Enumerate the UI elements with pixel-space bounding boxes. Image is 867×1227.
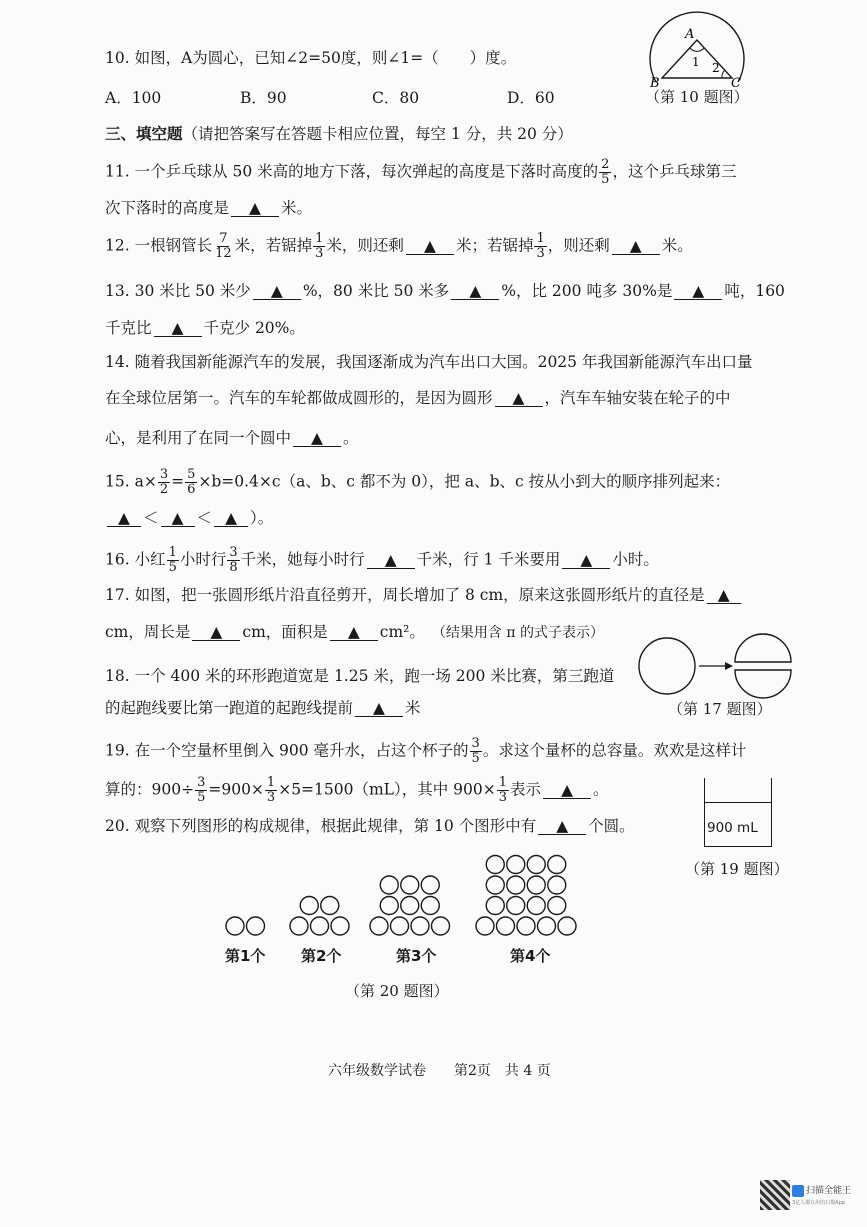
fraction-numerator: 1: [536, 231, 545, 246]
q10-option-b: [240, 88, 287, 108]
q17-circle: [639, 638, 695, 694]
pattern-circle: [380, 897, 398, 915]
q19-text-g: 。: [593, 780, 609, 799]
pattern-circle: [321, 897, 339, 915]
q20-figure: [220, 850, 600, 942]
q19-text-b: 。求这个量杯的总容量。欢欢是这样计: [482, 741, 747, 760]
q20-pattern-4: [476, 856, 576, 936]
stamp-subtitle: 3亿人都在用的扫描App: [792, 1200, 845, 1206]
q17-line1: [105, 585, 743, 605]
fraction-denominator: 3: [315, 246, 324, 261]
q14-line2: [105, 388, 731, 408]
pattern-circle: [380, 876, 398, 894]
pattern-circle: [226, 917, 244, 935]
pattern-circle: [548, 876, 566, 894]
q15-text-a: 15. a×: [105, 472, 157, 491]
pattern-circle: [497, 917, 515, 935]
pattern-circle: [527, 897, 545, 915]
q16-text-d: 千米，行 1 千米要用: [416, 550, 561, 569]
q19-fraction-1: [470, 737, 482, 766]
q12-text-d: 米；若锯掉: [455, 236, 534, 255]
fraction-denominator: 5: [197, 790, 206, 805]
q10-text: 如图，A为圆心，已知∠2=50度，则∠1=（ ）度。: [134, 49, 517, 67]
q14-line1: [105, 352, 752, 372]
q11-line1: [105, 158, 736, 187]
q13-line1: [105, 281, 785, 301]
q19-text-f: 表示: [510, 780, 542, 799]
q19-text-c: 算的：900÷: [105, 780, 195, 799]
q14-text-2a: 在全球位居第一。汽车的车轮都做成圆形的，是因为圆形: [105, 389, 493, 407]
q16-line: [105, 546, 659, 575]
q18-text-a: 18. 一个 400 米的环形跑道宽是 1.25 米，跑一场 200 米比赛，第三跑道: [105, 667, 615, 685]
answer-blank[interactable]: ▲: [707, 587, 741, 604]
q10-circle-arc: [650, 12, 744, 82]
q17-text-c: cm，面积是: [242, 623, 328, 641]
pattern-circle: [517, 917, 535, 935]
q12-text-b: 米，若锯掉: [234, 236, 313, 255]
q17-half-bottom: [735, 670, 791, 698]
answer-blank[interactable]: ▲: [543, 782, 591, 799]
fraction-denominator: 3: [498, 790, 508, 805]
q19-line1: [105, 737, 746, 766]
fraction-denominator: 6: [187, 482, 196, 497]
arrow-right-icon: [725, 662, 733, 670]
q19-text-e: ×5=1500（mL），其中 900×: [278, 780, 496, 799]
fraction-denominator: 3: [266, 790, 276, 805]
answer-blank[interactable]: ▲: [192, 624, 240, 641]
pattern-circle: [548, 897, 566, 915]
q11-fraction: [599, 158, 611, 187]
q15-line2: [105, 508, 273, 528]
q13-text-b: %，80 米比 50 米多: [302, 282, 450, 300]
q14-text-1: 14. 随着我国新能源汽车的发展，我国逐渐成为汽车出口大国。2025 年我国新能源汽车出口量: [105, 353, 753, 371]
q19-cup-label: 900 mL: [707, 820, 758, 836]
q17-caption: （第 17 题图）: [668, 700, 772, 718]
stamp-brand: 扫描全能王: [806, 1186, 852, 1196]
q17-text-e: （结果用含 π 的式子表示）: [438, 625, 604, 641]
q12-text-a: 12. 一根钢管长: [105, 236, 213, 255]
q18-text-b: 的起跑线要比第一跑道的起跑线提前: [105, 699, 354, 717]
pattern-circle: [486, 876, 504, 894]
q12-text-c: 米，则还剩: [326, 236, 404, 255]
fraction-denominator: 8: [229, 560, 238, 575]
q10-label-a: A: [685, 27, 695, 42]
fraction-numerator: 3: [197, 775, 206, 790]
q16-text-c: 千米，她每小时行: [240, 550, 365, 569]
q19-water-level: [705, 802, 771, 803]
pattern-circle: [421, 897, 439, 915]
q10-label-1: 1: [692, 55, 700, 69]
answer-blank[interactable]: ▲: [355, 700, 403, 717]
q19-line2: [105, 776, 609, 805]
answer-blank[interactable]: ▲: [367, 552, 415, 569]
fraction-numerator: 2: [601, 157, 610, 172]
q14-line3: [105, 428, 359, 448]
q19-caption: （第 19 题图）: [685, 860, 789, 878]
scanner-app-icon: [792, 1185, 804, 1197]
q16-fraction-2: [227, 546, 239, 575]
q15-fraction-2: [185, 468, 197, 497]
q13-text-d: 吨，160: [724, 282, 785, 300]
answer-blank[interactable]: ▲: [107, 510, 141, 527]
section3-note: （请把答案写在答题卡相应位置，每空 1 分，共 20 分）: [182, 125, 573, 143]
q15-fraction-1: [158, 468, 170, 497]
pattern-circle: [370, 917, 388, 935]
q15-line1: [105, 468, 730, 497]
fraction-numerator: 3: [471, 736, 480, 751]
q13-text-f: 千克少 20%。: [203, 319, 305, 337]
q14-text-3a: 心，是利用了在同一个圆中: [105, 429, 292, 447]
q13-text-c: %，比 200 吨多 30%是: [501, 282, 673, 300]
fraction-numerator: 1: [315, 231, 324, 246]
q13-text-e: 千克比: [105, 319, 152, 337]
q16-text-b: 小时行: [179, 550, 227, 569]
q10-option-d-text: D．60: [507, 89, 555, 107]
q17-line2: [105, 622, 604, 643]
answer-blank[interactable]: ▲: [674, 283, 722, 300]
pattern-circle: [548, 856, 566, 874]
fraction-denominator: 5: [168, 560, 177, 575]
q15-text-c: ×b=0.4×c（a、b、c 都不为 0），把 a、b、c 按从小到大的顺序排列起来：: [198, 472, 731, 491]
pattern-circle: [507, 856, 525, 874]
q12-text-e: ，则还剩: [547, 236, 610, 255]
q10-angle1-arc: [690, 48, 704, 51]
q20-text-b: 个圆。: [588, 817, 635, 835]
answer-blank[interactable]: ▲: [562, 552, 610, 569]
q19-text-a: 19. 在一个空量杯里倒入 900 毫升水，占这个杯子的: [105, 741, 469, 760]
section3-header: [105, 124, 573, 144]
q19-fraction-2: [195, 776, 207, 805]
pattern-circle: [421, 876, 439, 894]
q14-text-2b: ，汽车车轴安装在轮子的中: [544, 389, 731, 407]
pattern-circle: [411, 917, 429, 935]
q10-label-c: C: [731, 76, 741, 88]
pattern-circle: [558, 917, 576, 935]
q10-option-b-text: B．90: [240, 89, 287, 107]
q14-text-3b: 。: [343, 429, 359, 447]
pattern-circle: [432, 917, 450, 935]
pattern-circle: [538, 917, 556, 935]
q12-fraction-3: [534, 232, 546, 261]
pattern-circle: [391, 917, 409, 935]
q20-line: [105, 816, 635, 836]
pattern-circle: [401, 897, 419, 915]
q13-text-a: 13. 30 米比 50 米少: [105, 282, 251, 300]
q17-text-b: cm，周长是: [105, 623, 191, 641]
q13-line2: [105, 318, 305, 338]
q17-half-top: [735, 634, 791, 662]
q10-figure: [640, 8, 750, 88]
q11-text-c: 次下落时的高度是: [105, 199, 230, 217]
q10-option-a: [105, 88, 161, 108]
answer-blank[interactable]: ▲: [612, 238, 660, 255]
q12-fraction-1: [213, 232, 234, 261]
pattern-circle: [507, 897, 525, 915]
q11-text-b: ，这个乒乓球第三: [612, 162, 737, 181]
q15-close: ）。: [250, 509, 274, 527]
answer-blank[interactable]: ▲: [293, 430, 341, 447]
q20-pattern-2: [290, 897, 349, 936]
fraction-numerator: 1: [498, 775, 508, 790]
q20-label-1: 第1个: [225, 947, 266, 965]
answer-blank[interactable]: ▲: [231, 200, 279, 217]
answer-blank[interactable]: ▲: [495, 390, 543, 407]
pattern-circle: [486, 897, 504, 915]
q20-label-3: 第3个: [396, 947, 437, 965]
q12-fraction-2: [313, 232, 325, 261]
q20-pattern-1: [226, 917, 265, 935]
q17-text-a: 17. 如图，把一张圆形纸片沿直径剪开，周长增加了 8 cm，原来这张圆形纸片的直径是: [105, 586, 705, 604]
q10-option-a-text: A．100: [105, 89, 162, 107]
q16-fraction-1: [167, 546, 179, 575]
q11-line2: [105, 198, 312, 218]
q12-line: [105, 232, 693, 261]
answer-blank[interactable]: ▲: [330, 624, 378, 641]
pattern-circle: [331, 917, 349, 935]
q10-line: [105, 48, 516, 68]
q10-label-b: B: [650, 76, 660, 88]
q18-line1: [105, 666, 614, 686]
answer-blank[interactable]: ▲: [253, 283, 301, 300]
fraction-numerator: 7: [219, 231, 228, 246]
q19-text-d: =900×: [208, 780, 264, 799]
q17-figure: [637, 633, 792, 703]
fraction-denominator: 2: [159, 482, 169, 497]
fraction-numerator: 1: [168, 545, 177, 560]
fraction-numerator: 5: [187, 467, 196, 482]
q18-line2: [105, 698, 421, 718]
pattern-circle: [486, 856, 504, 874]
fraction-denominator: 3: [536, 246, 545, 261]
q20-text-a: 20. 观察下列图形的构成规律，根据此规律，第 10 个图形中有: [105, 817, 537, 835]
answer-blank[interactable]: ▲: [451, 283, 499, 300]
section3-title: 三、填空题: [105, 125, 183, 143]
fraction-numerator: 3: [159, 467, 169, 482]
pattern-circle: [290, 917, 308, 935]
pattern-circle: [507, 876, 525, 894]
q10-option-c-text: C．80: [372, 89, 420, 107]
q11-text-d: 米。: [281, 199, 313, 217]
q20-label-4: 第4个: [510, 947, 551, 965]
q16-text-e: 小时。: [612, 550, 659, 569]
pattern-circle: [311, 917, 329, 935]
answer-blank[interactable]: ▲: [154, 320, 202, 337]
q10-angle2-arc: [722, 70, 725, 78]
fraction-denominator: 5: [601, 172, 610, 187]
q10-option-c: [372, 88, 419, 108]
fraction-denominator: 5: [471, 751, 480, 766]
q20-pattern-3: [370, 876, 450, 935]
pattern-circle: [527, 856, 545, 874]
q10-option-d: [507, 88, 555, 108]
q16-text-a: 16. 小红: [105, 550, 166, 569]
q12-text-f: 米。: [661, 236, 693, 255]
q10-label-2: 2: [712, 61, 720, 75]
pattern-circle: [476, 917, 494, 935]
q15-text-b: =: [171, 472, 185, 491]
fraction-numerator: 3: [229, 545, 238, 560]
less-than-sign: ＜: [143, 509, 159, 527]
q19-fraction-4: [497, 776, 509, 805]
q20-label-2: 第2个: [301, 947, 342, 965]
q18-text-c: 米: [405, 699, 421, 717]
answer-blank[interactable]: ▲: [538, 818, 586, 835]
fraction-numerator: 1: [266, 775, 276, 790]
page-footer: 六年级数学试卷 第2页 共 4 页: [328, 1063, 551, 1079]
q19-cup: [704, 778, 772, 847]
answer-blank[interactable]: ▲: [214, 510, 248, 527]
fraction-denominator: 12: [215, 246, 232, 261]
pattern-circle: [247, 917, 265, 935]
q11-text-a: 11. 一个乒乓球从 50 米高的地方下落，每次弹起的高度是下落时高度的: [105, 162, 599, 181]
pattern-circle: [401, 876, 419, 894]
q10-caption: （第 10 题图）: [645, 88, 749, 106]
pattern-circle: [300, 897, 318, 915]
q10-number: 10.: [105, 49, 130, 67]
answer-blank[interactable]: ▲: [406, 238, 454, 255]
answer-blank[interactable]: ▲: [161, 510, 195, 527]
q19-fraction-3: [265, 776, 277, 805]
pattern-circle: [527, 876, 545, 894]
q17-text-d: cm²。: [379, 623, 425, 641]
q20-caption: （第 20 题图）: [345, 982, 449, 1000]
less-than-sign: ＜: [196, 509, 213, 527]
qr-code-icon: [760, 1180, 790, 1210]
